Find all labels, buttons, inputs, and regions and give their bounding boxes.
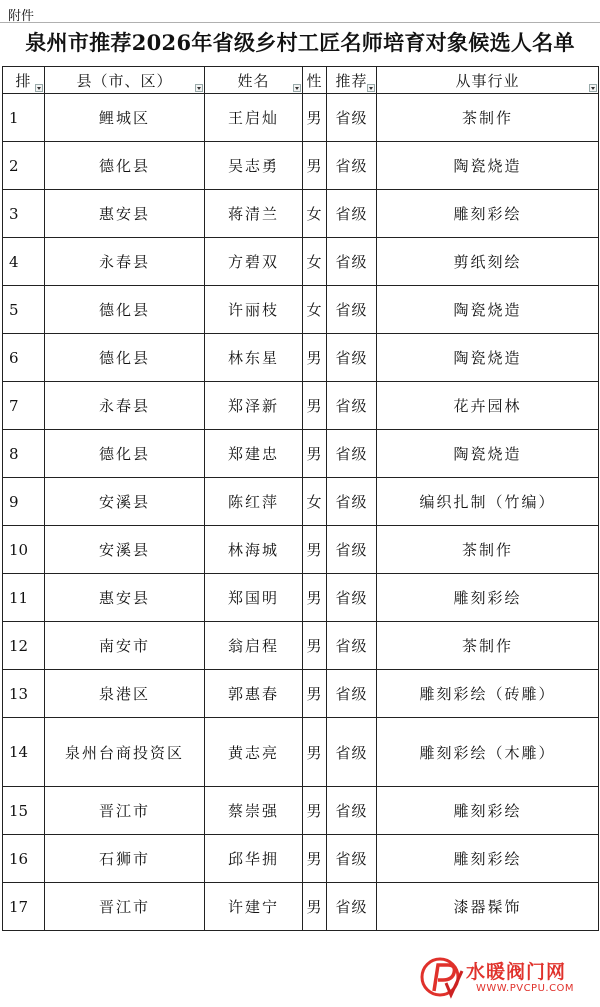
cell-gender: 男 <box>303 835 327 883</box>
cell-level: 省级 <box>327 190 377 238</box>
cell-county: 惠安县 <box>45 190 205 238</box>
cell-level: 省级 <box>327 883 377 931</box>
cell-industry: 陶瓷烧造 <box>377 142 599 190</box>
col-header-level[interactable]: 推荐 <box>327 67 377 94</box>
table-header-row <box>3 67 599 94</box>
cell-industry: 花卉园林 <box>377 382 599 430</box>
cell-level: 省级 <box>327 718 377 787</box>
cell-gender: 女 <box>303 190 327 238</box>
cell-no: 16 <box>3 835 45 883</box>
cell-name: 许丽枝 <box>205 286 303 334</box>
cell-name: 方碧双 <box>205 238 303 286</box>
cell-no: 4 <box>3 238 45 286</box>
document-title: 泉州市推荐2026年省级乡村工匠名师培育对象候选人名单 <box>25 30 575 55</box>
cell-name: 郑泽新 <box>205 382 303 430</box>
cell-level: 省级 <box>327 94 377 142</box>
cell-name: 郑国明 <box>205 574 303 622</box>
watermark-url: WWW.PVCPU.COM <box>476 983 575 994</box>
cell-no: 7 <box>3 382 45 430</box>
cell-county: 永春县 <box>45 238 205 286</box>
cell-county: 石狮市 <box>45 835 205 883</box>
cell-industry: 雕刻彩绘 <box>377 574 599 622</box>
cell-level: 省级 <box>327 382 377 430</box>
col-header-name[interactable]: 姓名 <box>205 67 303 94</box>
cell-county: 鲤城区 <box>45 94 205 142</box>
cell-county: 德化县 <box>45 430 205 478</box>
table-row <box>3 835 599 883</box>
table-row <box>3 622 599 670</box>
cell-level: 省级 <box>327 835 377 883</box>
filter-dropdown-icon[interactable] <box>195 84 203 92</box>
cell-gender: 男 <box>303 574 327 622</box>
cell-gender: 女 <box>303 478 327 526</box>
cell-industry: 编织扎制（竹编） <box>377 478 599 526</box>
cell-name: 郭惠春 <box>205 670 303 718</box>
cell-gender: 男 <box>303 94 327 142</box>
cell-name: 林海城 <box>205 526 303 574</box>
cell-level: 省级 <box>327 526 377 574</box>
cell-name: 郑建忠 <box>205 430 303 478</box>
cell-level: 省级 <box>327 142 377 190</box>
cell-name: 林东星 <box>205 334 303 382</box>
cell-name: 黄志亮 <box>205 718 303 787</box>
table-row <box>3 670 599 718</box>
cell-name: 蔡崇强 <box>205 787 303 835</box>
cell-industry: 雕刻彩绘 <box>377 787 599 835</box>
cell-no: 9 <box>3 478 45 526</box>
cell-name: 吴志勇 <box>205 142 303 190</box>
table-row <box>3 478 599 526</box>
cell-level: 省级 <box>327 430 377 478</box>
filter-dropdown-icon[interactable] <box>35 84 43 92</box>
filter-dropdown-icon[interactable] <box>367 84 375 92</box>
cell-gender: 男 <box>303 526 327 574</box>
table-row <box>3 286 599 334</box>
table-row <box>3 787 599 835</box>
cell-industry: 陶瓷烧造 <box>377 430 599 478</box>
cell-gender: 男 <box>303 718 327 787</box>
cell-industry: 茶制作 <box>377 94 599 142</box>
cell-county: 德化县 <box>45 142 205 190</box>
attachment-label: 附件 <box>8 9 35 24</box>
col-header-industry[interactable]: 从事行业 <box>377 67 599 94</box>
cell-no: 11 <box>3 574 45 622</box>
cell-county: 安溪县 <box>45 478 205 526</box>
cell-no: 6 <box>3 334 45 382</box>
table-row <box>3 883 599 931</box>
cell-level: 省级 <box>327 622 377 670</box>
cell-industry: 雕刻彩绘 <box>377 835 599 883</box>
cell-gender: 男 <box>303 142 327 190</box>
cell-name: 翁启程 <box>205 622 303 670</box>
cell-gender: 男 <box>303 883 327 931</box>
site-watermark-logo <box>418 953 600 1003</box>
cell-county: 晋江市 <box>45 883 205 931</box>
cell-county: 惠安县 <box>45 574 205 622</box>
cell-no: 8 <box>3 430 45 478</box>
cell-gender: 男 <box>303 622 327 670</box>
filter-dropdown-icon[interactable] <box>589 84 597 92</box>
table-row <box>3 526 599 574</box>
cell-industry: 漆器髹饰 <box>377 883 599 931</box>
cell-no: 17 <box>3 883 45 931</box>
header-divider <box>0 22 600 23</box>
cell-gender: 男 <box>303 670 327 718</box>
cell-no: 13 <box>3 670 45 718</box>
cell-name: 王启灿 <box>205 94 303 142</box>
cell-no: 15 <box>3 787 45 835</box>
cell-level: 省级 <box>327 334 377 382</box>
cell-county: 泉港区 <box>45 670 205 718</box>
table-row <box>3 190 599 238</box>
cell-no: 1 <box>3 94 45 142</box>
watermark-text: 水暖阀门网 <box>466 961 567 983</box>
col-header-gender[interactable]: 性 <box>303 67 327 94</box>
cell-county: 德化县 <box>45 286 205 334</box>
cell-gender: 男 <box>303 430 327 478</box>
cell-name: 陈红萍 <box>205 478 303 526</box>
col-header-county[interactable]: 县（市、区） <box>45 67 205 94</box>
candidate-table <box>2 66 599 931</box>
cell-gender: 男 <box>303 334 327 382</box>
cell-industry: 雕刻彩绘（木雕） <box>377 718 599 787</box>
cell-gender: 女 <box>303 238 327 286</box>
cell-industry: 陶瓷烧造 <box>377 334 599 382</box>
cell-gender: 男 <box>303 787 327 835</box>
table-row <box>3 382 599 430</box>
cell-name: 许建宁 <box>205 883 303 931</box>
filter-dropdown-icon[interactable] <box>293 84 301 92</box>
cell-county: 德化县 <box>45 334 205 382</box>
table-row <box>3 718 599 787</box>
cell-no: 14 <box>3 718 45 787</box>
table-row <box>3 142 599 190</box>
table-row <box>3 430 599 478</box>
cell-level: 省级 <box>327 238 377 286</box>
table-row <box>3 574 599 622</box>
cell-industry: 茶制作 <box>377 622 599 670</box>
cell-level: 省级 <box>327 478 377 526</box>
cell-industry: 陶瓷烧造 <box>377 286 599 334</box>
cell-level: 省级 <box>327 787 377 835</box>
table-row <box>3 238 599 286</box>
cell-industry: 雕刻彩绘 <box>377 190 599 238</box>
cell-county: 泉州台商投资区 <box>45 718 205 787</box>
cell-no: 12 <box>3 622 45 670</box>
cell-name: 蒋清兰 <box>205 190 303 238</box>
cell-county: 南安市 <box>45 622 205 670</box>
cell-no: 5 <box>3 286 45 334</box>
cell-gender: 男 <box>303 382 327 430</box>
cell-county: 安溪县 <box>45 526 205 574</box>
cell-gender: 女 <box>303 286 327 334</box>
cell-no: 10 <box>3 526 45 574</box>
cell-no: 3 <box>3 190 45 238</box>
cell-county: 永春县 <box>45 382 205 430</box>
cell-county: 晋江市 <box>45 787 205 835</box>
cell-level: 省级 <box>327 574 377 622</box>
col-header-no[interactable]: 排 <box>3 67 45 94</box>
pv-logo-icon <box>418 953 468 1003</box>
table-row <box>3 94 599 142</box>
cell-industry: 剪纸刻绘 <box>377 238 599 286</box>
cell-level: 省级 <box>327 670 377 718</box>
cell-name: 邱华拥 <box>205 835 303 883</box>
cell-level: 省级 <box>327 286 377 334</box>
cell-industry: 茶制作 <box>377 526 599 574</box>
cell-no: 2 <box>3 142 45 190</box>
table-row <box>3 334 599 382</box>
cell-industry: 雕刻彩绘（砖雕） <box>377 670 599 718</box>
